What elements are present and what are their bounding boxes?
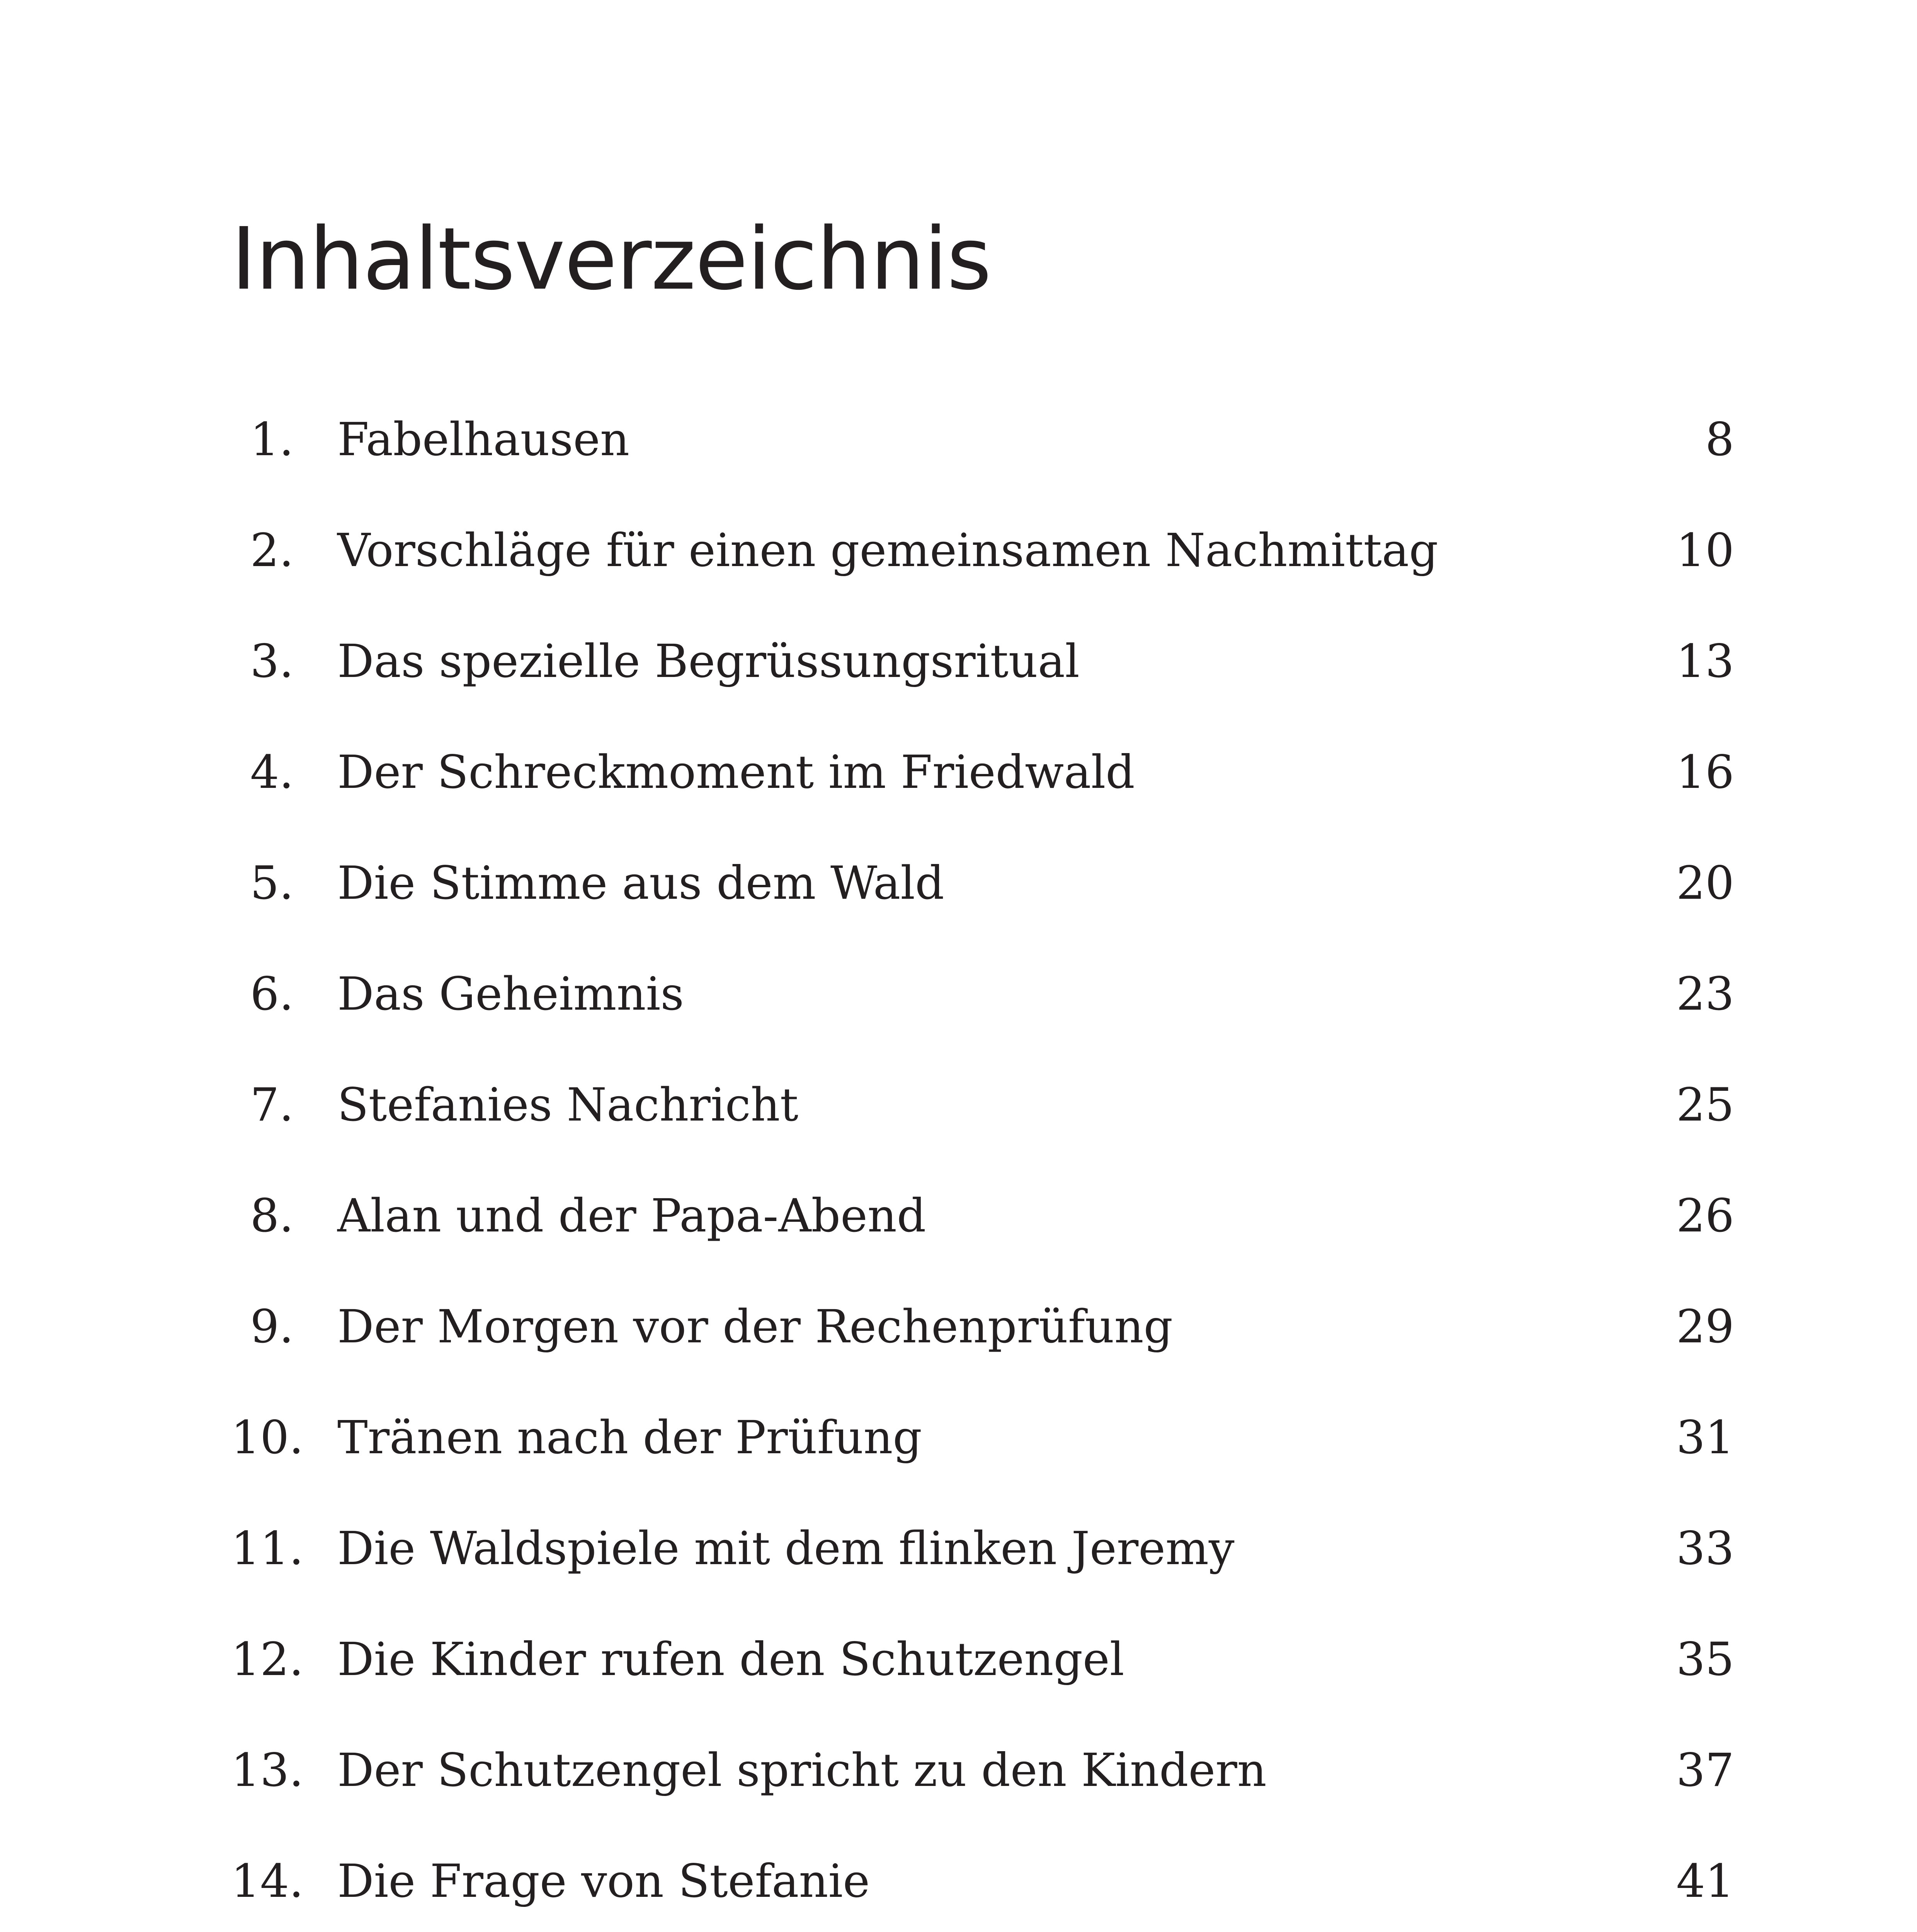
toc-entry	[231, 1411, 1734, 1526]
toc-entry-title: Die Frage von Stefanie	[337, 1854, 870, 1908]
toc-entry-page: 10	[1676, 524, 1734, 577]
toc-entry-title: Der Schreckmoment im Friedwald	[337, 745, 1135, 799]
toc-entry	[231, 1189, 1734, 1304]
toc-entry-page: 20	[1676, 856, 1734, 910]
toc-entry	[231, 1522, 1734, 1636]
toc-entry	[231, 856, 1734, 971]
toc-entry-number: 14.	[231, 1854, 304, 1908]
toc-entry-title: Die Stimme aus dem Wald	[337, 856, 944, 910]
toc-entry-title: Das spezielle Begrüssungsritual	[337, 634, 1080, 688]
toc-entry-title: Fabelhausen	[337, 413, 630, 466]
toc-entry-number: 11.	[231, 1522, 304, 1575]
toc-entry-page: 35	[1676, 1633, 1734, 1686]
toc-entry-title: Tränen nach der Prüfung	[337, 1411, 922, 1464]
toc-entry-page: 25	[1676, 1078, 1734, 1131]
toc-entry-title: Der Morgen vor der Rechenprüfung	[337, 1300, 1173, 1353]
toc-entry	[231, 1300, 1734, 1415]
toc-entry-number: 6.	[250, 967, 294, 1020]
toc-entry	[231, 1854, 1734, 1932]
toc-entry-title: Stefanies Nachricht	[337, 1078, 799, 1131]
toc-entry-number: 5.	[250, 856, 294, 910]
toc-entry-number: 2.	[250, 524, 294, 577]
toc-entry-page: 37	[1676, 1743, 1734, 1797]
table-of-contents	[231, 413, 1734, 1932]
toc-entry-number: 7.	[250, 1078, 294, 1131]
toc-entry-number: 12.	[231, 1633, 304, 1686]
toc-entry	[231, 967, 1734, 1082]
toc-entry	[231, 524, 1734, 638]
toc-entry-page: 26	[1676, 1189, 1734, 1242]
toc-entry-page: 33	[1676, 1522, 1734, 1575]
toc-entry-title: Der Schutzengel spricht zu den Kindern	[337, 1743, 1267, 1797]
toc-entry-page: 8	[1705, 413, 1734, 466]
toc-entry	[231, 1633, 1734, 1747]
toc-entry-number: 1.	[250, 413, 294, 466]
toc-entry-page: 31	[1676, 1411, 1734, 1464]
toc-entry	[231, 413, 1734, 527]
toc-entry-number: 4.	[250, 745, 294, 799]
toc-entry-page: 41	[1676, 1854, 1734, 1908]
page-title: Inhaltsverzeichnis	[231, 209, 991, 309]
toc-entry-title: Die Kinder rufen den Schutzengel	[337, 1633, 1124, 1686]
toc-entry	[231, 634, 1734, 749]
toc-entry-page: 16	[1676, 745, 1734, 799]
toc-entry-title: Das Geheimnis	[337, 967, 684, 1020]
toc-entry-number: 9.	[250, 1300, 294, 1353]
toc-entry	[231, 745, 1734, 860]
toc-entry-title: Alan und der Papa-Abend	[337, 1189, 926, 1242]
toc-entry-page: 13	[1676, 634, 1734, 688]
toc-entry-number: 13.	[231, 1743, 304, 1797]
toc-entry-number: 8.	[250, 1189, 294, 1242]
toc-entry	[231, 1743, 1734, 1858]
toc-entry-page: 29	[1676, 1300, 1734, 1353]
toc-entry-title: Vorschläge für einen gemeinsamen Nachmittag	[337, 524, 1438, 577]
toc-entry-page: 23	[1676, 967, 1734, 1020]
toc-entry-number: 3.	[250, 634, 294, 688]
toc-entry-title: Die Waldspiele mit dem flinken Jeremy	[337, 1522, 1235, 1575]
toc-entry-number: 10.	[231, 1411, 304, 1464]
toc-entry	[231, 1078, 1734, 1193]
